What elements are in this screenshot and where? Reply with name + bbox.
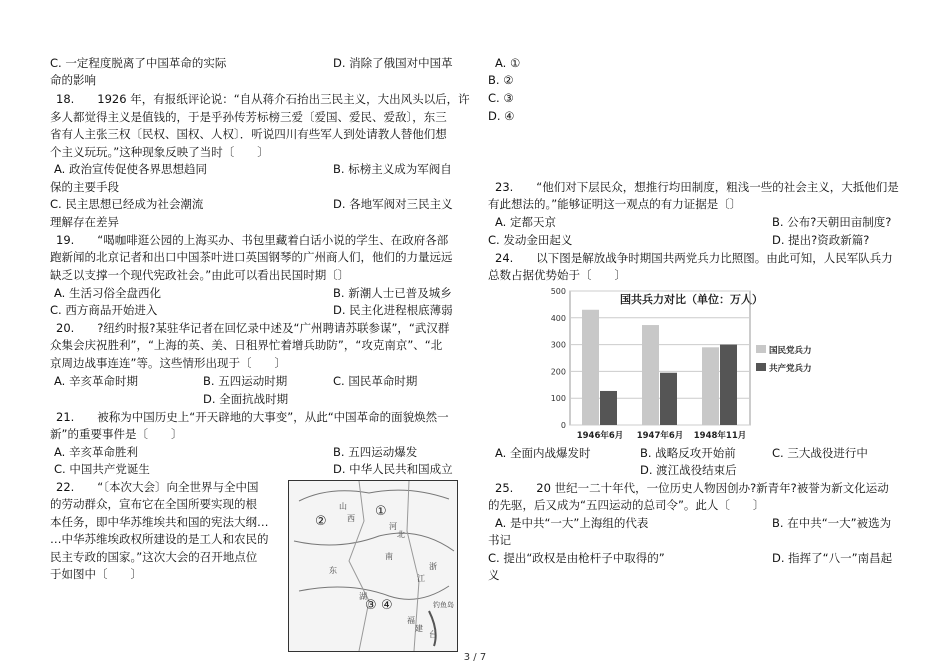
q25-option-c[interactable]: C. 提出“政权是由枪杆子中取得的” [488, 551, 665, 565]
q24-stem-line1: 24. 以下图是解放战争时期国共两党兵力比照图。由此可知，人民军队兵力 [495, 251, 893, 265]
legend-label: 共产党兵力 [769, 364, 812, 374]
q20-option-a[interactable]: A. 辛亥革命时期 [54, 374, 138, 388]
q19-option-c[interactable]: C. 西方商品开始进入 [50, 303, 158, 317]
q22-stem-line5: 民主专政的国家。”这次大会的召开地点位 [50, 550, 258, 564]
q25-stem-line1: 25. 20 世纪一二十年代，一位历史人物因创办?新青年?被誉为新文化运动 [495, 481, 889, 495]
q19-stem-line1: 19. “喝咖啡逛公园的上海买办、书包里藏着白话小说的学生、在政府各部 [56, 233, 449, 247]
q20-option-c[interactable]: C. 国民革命时期 [333, 374, 418, 388]
map-label: 河 [389, 522, 397, 531]
q21-option-c[interactable]: C. 中国共产党诞生 [54, 462, 150, 476]
map-label: 山 [339, 502, 347, 511]
q23-option-a[interactable]: A. 定都天京 [495, 215, 556, 229]
q25-option-d-continued: 义 [488, 568, 500, 582]
legend-label: 国民党兵力 [769, 346, 812, 356]
bar-kmt [702, 347, 719, 425]
q24-option-d[interactable]: D. 渡江战役结束后 [640, 463, 737, 477]
q22-option-b[interactable]: B. ② [488, 73, 514, 87]
map-label: 钓鱼岛 [433, 601, 454, 609]
q22-option-c[interactable]: C. ③ [488, 91, 514, 105]
q25-stem-line2: 的先驱，后又成为“五四运动的总司令”。此人〔 〕 [488, 498, 765, 512]
y-tick-label: 400 [550, 313, 566, 323]
q19-option-a[interactable]: A. 生活习俗全盘西化 [54, 286, 161, 300]
bar-kmt [642, 325, 659, 425]
q17-option-d[interactable]: D. 消除了俄国对中国革 [333, 56, 453, 70]
y-tick-label: 200 [550, 367, 566, 377]
q21-stem-line2: 新”的重要事件是〔 〕 [50, 427, 183, 441]
q19-stem-line3: 缺乏以支撑一个现代宪政社会。”由此可以看出民国时期〔〕 [50, 268, 350, 282]
q18-option-a-continued: 保的主要手段 [50, 180, 119, 194]
map-label: 西 [347, 514, 355, 523]
q24-option-a[interactable]: A. 全面内战爆发时 [495, 446, 591, 460]
q23-stem-line1: 23. “他们对下层民众，想推行均田制度，粗浅一些的社会主义，大抵他们是 [495, 180, 899, 194]
china-map-figure [288, 480, 458, 652]
legend-swatch [756, 345, 766, 353]
q21-stem-line1: 21. 被称为中国历史上“开天辟地的大事变”，从此“中国革命的面貌焕然一 [56, 410, 449, 424]
x-tick-label: 1947年6月 [636, 431, 684, 441]
q20-option-d[interactable]: D. 全面抗战时期 [203, 392, 289, 406]
q22-stem-line2: 的劳动群众，宣布它在全国所要实现的根 [50, 497, 257, 511]
q18-option-a[interactable]: A. 政治宣传促使各界思想趋同 [54, 162, 207, 176]
map-marker-3: ③ [365, 598, 377, 613]
q25-option-b-continued: 书记 [488, 533, 511, 547]
q17-option-c[interactable]: C. 一定程度脱离了中国革命的实际 [50, 56, 227, 70]
bar-ccp [600, 391, 617, 425]
bar-kmt [582, 310, 599, 425]
map-marker-4: ④ [381, 598, 393, 613]
q25-option-d[interactable]: D. 指挥了“八一”南昌起 [772, 551, 893, 565]
q19-stem-line2: 跑新闻的北京记者和出口中国茶叶进口英国钢琴的广州商人们，他们的力量远远 [50, 250, 453, 264]
map-label: 台 [429, 630, 437, 639]
q21-option-b[interactable]: B. 五四运动爆发 [333, 445, 418, 459]
q22-stem-line6: 于如图中〔 〕 [50, 567, 142, 581]
x-tick-label: 1948年11月 [693, 431, 747, 441]
q21-option-a[interactable]: A. 辛亥革命胜利 [54, 445, 138, 459]
map-svg [289, 481, 457, 651]
q18-option-c[interactable]: C. 民主思想已经成为社会潮流 [50, 197, 204, 211]
x-tick-label: 1946年6月 [576, 431, 624, 441]
map-label: 江 [417, 574, 425, 583]
y-tick-label: 300 [550, 340, 566, 350]
q22-stem-line3: 本任务，即中华苏维埃共和国的宪法大纲… [50, 515, 269, 529]
q19-option-d[interactable]: D. 民主化进程根底薄弱 [333, 303, 453, 317]
q22-option-d[interactable]: D. ④ [488, 109, 515, 123]
q24-stem-line2: 总数占据优势始于〔 〕 [488, 268, 626, 282]
q18-option-d[interactable]: D. 各地军阀对三民主义 [333, 197, 453, 211]
y-tick-label: 500 [550, 287, 566, 296]
map-label: 南 [385, 552, 393, 561]
q20-stem-line3: 京周边战事连连”等。这些情形出现于〔 〕 [50, 356, 286, 370]
q23-option-c[interactable]: C. 发动金田起义 [488, 233, 573, 247]
map-marker-1: ① [375, 504, 387, 519]
q24-option-b[interactable]: B. 战略反攻开始前 [640, 446, 736, 460]
q23-stem-line2: 有此想法的。”能够证明这一观点的有力证据是〔〕 [488, 197, 742, 211]
map-border-north [299, 490, 449, 501]
map-coastline [429, 611, 436, 646]
q19-option-b[interactable]: B. 新潮人士已普及城乡 [333, 286, 452, 300]
page-number: 3 / 7 [463, 652, 487, 663]
map-marker-2: ② [315, 514, 327, 529]
bar-ccp [720, 345, 737, 425]
q18-option-c-continued: 理解存在差异 [50, 215, 119, 229]
q25-option-a[interactable]: A. 是中共“一大”上海组的代表 [495, 516, 649, 530]
q23-option-d[interactable]: D. 提出?资政新篇? [772, 233, 870, 247]
map-border-vertical [349, 481, 369, 651]
legend-swatch [756, 363, 766, 371]
q20-stem-line2: 众集会庆祝胜利”，“上海的英、美、日租界忙着增兵助防”，“攻克南京”、“北 [50, 338, 443, 352]
map-border-middle [294, 533, 454, 551]
q18-stem-line4: 个主义玩玩。”这种现象反映了当时〔 〕 [50, 145, 269, 159]
map-label: 建 [415, 624, 423, 633]
y-tick-label: 100 [550, 394, 566, 404]
chart-title: 国共兵力对比（单位：万人） [620, 293, 763, 306]
bar-ccp [660, 373, 677, 425]
map-label: 东 [329, 566, 337, 575]
q20-option-b[interactable]: B. 五四运动时期 [203, 374, 288, 388]
q18-stem-line1: 18. 1926 年，有报纸评论说：“自从蒋介石抬出三民主义，大出风头以后，许 [56, 92, 470, 106]
force-comparison-chart [540, 283, 822, 443]
q18-stem-line2: 多人都觉得主义是值钱的，于是乎孙传芳标榜三爱〔爱国、爱民、爱敌〕，东三 [50, 110, 447, 124]
q25-option-b[interactable]: B. 在中共“一大”被选为 [772, 516, 892, 530]
q24-option-c[interactable]: C. 三大战役进行中 [772, 446, 868, 460]
q17-option-d-continued: 命的影响 [50, 73, 96, 87]
q22-stem-line1: 22. “〔本次大会〕向全世界与全中国 [56, 480, 259, 494]
map-label: 湖 [359, 592, 367, 601]
q23-option-b[interactable]: B. 公布?天朝田亩制度? [772, 215, 892, 229]
y-tick-label: 0 [560, 421, 566, 430]
q22-stem-line4: …中华苏维埃政权所建设的是工人和农民的 [50, 532, 269, 546]
q22-option-a[interactable]: A. ① [495, 56, 521, 70]
q18-stem-line3: 省有人主张三权〔民权、国权、人权〕．听说四川有些军人到处请教人替他们想 [50, 127, 447, 141]
q21-option-d[interactable]: D. 中华人民共和国成立 [333, 462, 453, 476]
map-label: 北 [397, 530, 405, 539]
q20-stem-line1: 20. ?纽约时报?某驻华记者在回忆录中述及“广州聘请苏联参谋”，“武汉群 [56, 321, 450, 335]
map-label: 福 [407, 616, 415, 625]
map-label: 浙 [429, 562, 437, 571]
q18-option-b[interactable]: B. 标榜主义成为军阀自 [333, 162, 452, 176]
